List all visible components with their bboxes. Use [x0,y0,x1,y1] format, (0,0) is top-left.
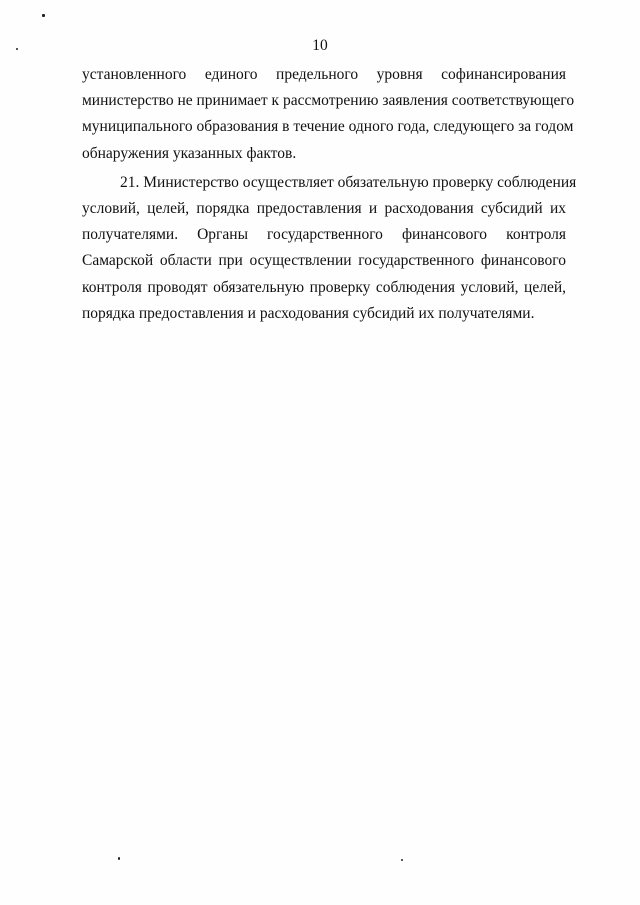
paragraph-1-line-1: установленного единого предельного уровня софинансирования [82,66,566,83]
scan-speck-bottom-center [401,859,403,861]
paragraph-2-line-2: условий, целей, порядка предоставления и расходования субсидий их [82,200,566,218]
scan-speck-bottom-left [118,857,120,860]
document-body [82,62,577,327]
scan-speck-top-left [42,14,45,17]
paragraph-2-line-5: контроля проводят обязательную проверку соблюдения условий, целей, [82,278,566,296]
paragraph-2-line-1: 21. Министерство осуществляет обязательную проверку соблюдения [120,173,577,191]
paragraph-2 [82,170,577,327]
page-number: 10 [312,37,328,54]
paragraph-1 [82,62,575,167]
paragraph-2-line-4: Самарской области при осуществлении государственного финансового [82,252,566,270]
paragraph-2-line-3: получателями. Органы государственного финансового контроля [82,226,566,244]
paragraph-1-line-4: обнаружения указанных фактов. [82,144,297,162]
paragraph-1-line-2: министерство не принимает к рассмотрению заявления соответствующего [82,92,575,110]
paragraph-1-line-3: муниципального образования в течение одного года, следующего за годом [82,118,574,136]
paragraph-2-line-6: порядка предоставления и расходования субсидий их получателями. [82,304,535,322]
